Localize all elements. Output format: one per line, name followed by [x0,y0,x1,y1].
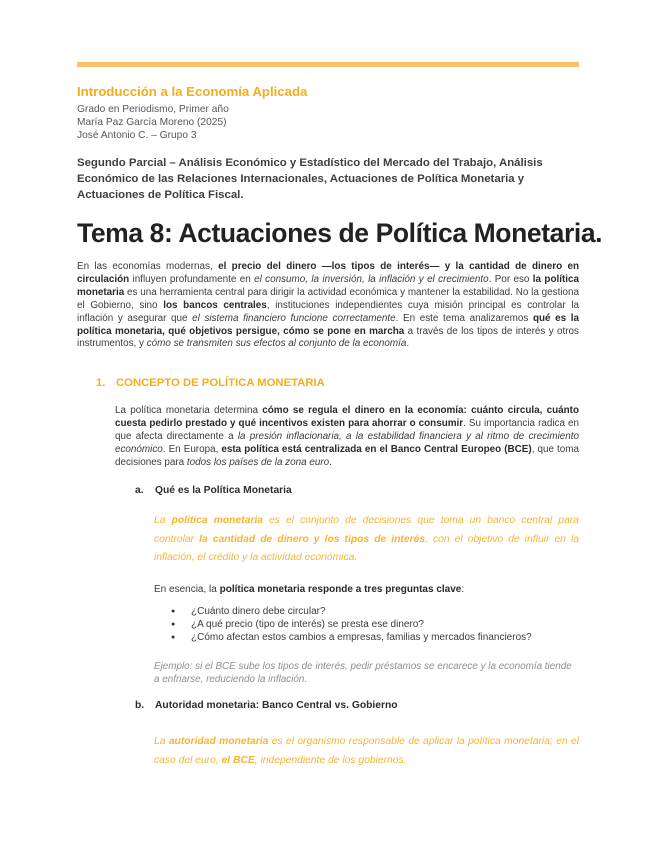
section-1-title: CONCEPTO DE POLÍTICA MONETARIA [116,377,325,389]
section-1-paragraph: La política monetaria determina cómo se regula el dinero en la economía: cuánto circula, cuánto cuesta pedirlo prestado y qué incentivos existen para ahorrar o consumir. Su importancia radica en que afecta directamente a la presión inflacionaria, a la estabilidad financiera y al ritmo de crecimiento económico. En Europa, esta política está centralizada en el Banco Central Europeo (BCE), que toma decisiones para todos los países de la zona euro. [115,405,580,468]
professor-line: María Paz García Moreno (2025) [77,117,227,128]
tema-prefix: Tema 8: [77,218,173,248]
subsection-b-title: Autoridad monetaria: Banco Central vs. Gobierno [155,700,398,711]
exam-title: Segundo Parcial – Análisis Económico y Estadístico del Mercado del Trabajo, Análisis Económico de las Relaciones Internacionales, Actuaciones de Política Monetaria y Actuaciones de Política Fiscal. [77,157,543,201]
key-questions-list [154,606,532,644]
subsection-a-letter: a. [135,485,144,496]
section-1-number: 1. [96,377,106,389]
subsection-a-heading [135,485,292,496]
tema-heading [77,218,602,249]
essence-line: En esencia, la política monetaria responde a tres preguntas clave: [154,584,465,595]
subsection-b-heading [135,700,398,711]
section-1-heading [96,377,325,389]
intro-paragraph: En las economías modernas, el precio del dinero —los tipos de interés— y la cantidad de dinero en circulación influyen profundamente en el consumo, la inversión, la inflación y el crecimiento. Por eso la política monetaria es una herramienta central para dirigir la actividad económica y mantener la estabilidad. No la gestiona el Gobierno, sino los bancos centrales, instituciones independientes cuya misión principal es controlar la inflación y asegurar que el sistema financiero funcione correctamente. En este tema analizaremos qué es la política monetaria, qué objetivos persigue, cómo se pone en marcha a través de los tipos de interés y otros instrumentos, y cómo se transmiten sus efectos al conjunto de la economía. [77,261,580,350]
document-header [77,84,582,203]
example-note: Ejemplo: si el BCE sube los tipos de interés, pedir préstamos se encarece y la economía tiende a enfriarse, reduciendo la inflación. [154,661,572,685]
top-accent-rule [77,62,579,67]
student-line: José Antonio C. – Grupo 3 [77,130,197,141]
subsection-b-letter: b. [135,700,145,711]
definition-politica-monetaria: La política monetaria es el conjunto de decisiones que toma un banco central para controlar la cantidad de dinero y los tipos de interés, con el objetivo de influir en la inflación, el crédito y la actividad económica. [154,515,579,564]
definition-autoridad-monetaria: La autoridad monetaria es el organismo responsable de aplicar la política monetaria; en el caso del euro, el BCE, independiente de los gobiernos. [154,736,579,766]
tema-title: Actuaciones de Política Monetaria. [178,218,603,248]
list-item: ● ¿Cuánto dinero debe circular? [154,606,532,619]
degree-line: Grado en Periodismo, Primer año [77,104,229,115]
course-title: Introducción a la Economía Aplicada [77,84,308,99]
list-item: ● ¿A qué precio (tipo de interés) se presta ese dinero? [154,619,532,632]
subsection-a-title: Qué es la Política Monetaria [155,485,292,496]
list-item: ● ¿Cómo afectan estos cambios a empresas, familias y mercados financieros? [154,632,532,645]
